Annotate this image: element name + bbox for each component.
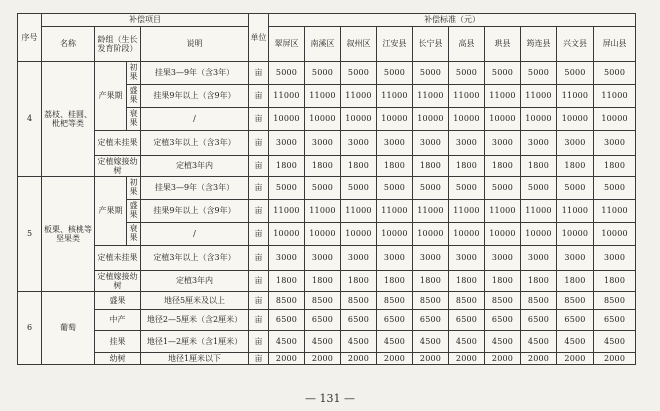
value-cell: 2000 <box>594 353 636 365</box>
value-cell: 10000 <box>521 223 557 246</box>
header-project-group: 补偿项目 <box>42 14 249 27</box>
value-cell: 1800 <box>413 271 449 292</box>
value-cell: 10000 <box>377 108 413 131</box>
value-cell: 3000 <box>449 131 485 156</box>
value-cell: 11000 <box>557 85 594 108</box>
value-cell: 11000 <box>305 85 341 108</box>
value-cell: 4500 <box>557 331 594 353</box>
table-row <box>18 292 636 310</box>
header-standard-group: 补偿标准（元） <box>269 14 636 27</box>
stage-label: 产果期 <box>95 62 127 131</box>
unit-cell: 亩 <box>249 353 269 365</box>
unit-cell: 亩 <box>249 177 269 200</box>
value-cell: 10000 <box>305 223 341 246</box>
substage-cell <box>127 85 141 108</box>
header-region: 珙县 <box>485 27 521 62</box>
header-region: 长宁县 <box>413 27 449 62</box>
header-region: 兴文县 <box>557 27 594 62</box>
value-cell: 3000 <box>413 131 449 156</box>
age-cell: 盛果 <box>95 292 141 310</box>
value-cell: 5000 <box>557 177 594 200</box>
header-name: 名称 <box>42 27 95 62</box>
desc-cell: 地径1厘米以下 <box>141 353 249 365</box>
value-cell: 1800 <box>377 156 413 177</box>
value-cell: 6500 <box>449 310 485 331</box>
substage-label: 衰果 <box>129 224 138 242</box>
value-cell: 5000 <box>269 177 305 200</box>
value-cell: 1800 <box>557 156 594 177</box>
value-cell: 5000 <box>305 62 341 85</box>
value-cell: 2000 <box>341 353 377 365</box>
table-row <box>18 331 636 353</box>
value-cell: 3000 <box>485 246 521 271</box>
value-cell: 10000 <box>449 108 485 131</box>
value-cell: 5000 <box>449 62 485 85</box>
value-cell: 4500 <box>521 331 557 353</box>
value-cell: 1800 <box>449 156 485 177</box>
desc-cell: 地径5厘米及以上 <box>141 292 249 310</box>
unit-cell: 亩 <box>249 271 269 292</box>
group-seq: 4 <box>18 62 42 177</box>
value-cell: 3000 <box>341 246 377 271</box>
value-cell: 1800 <box>521 156 557 177</box>
value-cell: 4500 <box>377 331 413 353</box>
value-cell: 5000 <box>413 62 449 85</box>
unit-cell: 亩 <box>249 131 269 156</box>
value-cell: 11000 <box>485 200 521 223</box>
header-region: 筠连县 <box>521 27 557 62</box>
value-cell: 11000 <box>594 200 636 223</box>
value-cell: 10000 <box>449 223 485 246</box>
value-cell: 10000 <box>413 108 449 131</box>
value-cell: 8500 <box>269 292 305 310</box>
value-cell: 8500 <box>341 292 377 310</box>
header-row-1 <box>18 14 636 27</box>
value-cell: 10000 <box>521 108 557 131</box>
value-cell: 1800 <box>341 271 377 292</box>
value-cell: 6500 <box>269 310 305 331</box>
value-cell: 2000 <box>413 353 449 365</box>
group-name: 荔枝、桂圆、枇杷等类 <box>42 62 95 177</box>
value-cell: 11000 <box>521 200 557 223</box>
value-cell: 8500 <box>557 292 594 310</box>
value-cell: 10000 <box>594 223 636 246</box>
value-cell: 6500 <box>521 310 557 331</box>
value-cell: 11000 <box>305 200 341 223</box>
value-cell: 5000 <box>341 177 377 200</box>
age-cell: 挂果 <box>95 331 141 353</box>
header-region: 南溪区 <box>305 27 341 62</box>
value-cell: 5000 <box>341 62 377 85</box>
value-cell: 11000 <box>594 85 636 108</box>
value-cell: 4500 <box>341 331 377 353</box>
value-cell: 8500 <box>305 292 341 310</box>
value-cell: 3000 <box>521 131 557 156</box>
desc-cell: 挂果3—9年（含3年） <box>141 177 249 200</box>
value-cell: 3000 <box>521 246 557 271</box>
value-cell: 10000 <box>413 223 449 246</box>
value-cell: 11000 <box>485 85 521 108</box>
value-cell: 2000 <box>269 353 305 365</box>
value-cell: 10000 <box>557 108 594 131</box>
substage-label: 初果 <box>129 63 138 81</box>
value-cell: 8500 <box>449 292 485 310</box>
value-cell: 5000 <box>521 177 557 200</box>
substage-label: 衰果 <box>129 109 138 127</box>
page-number: — 131 — <box>305 392 355 405</box>
value-cell: 5000 <box>377 62 413 85</box>
value-cell: 8500 <box>594 292 636 310</box>
group-seq: 6 <box>18 292 42 365</box>
value-cell: 5000 <box>557 62 594 85</box>
group-seq: 5 <box>18 177 42 292</box>
age-cell: 定植嫁接幼树 <box>95 156 141 177</box>
age-cell: 定植未挂果 <box>95 131 141 156</box>
unit-cell: 亩 <box>249 156 269 177</box>
unit-cell: 亩 <box>249 108 269 131</box>
value-cell: 4500 <box>413 331 449 353</box>
substage-cell <box>127 177 141 200</box>
stage-label: 产果期 <box>95 177 127 246</box>
value-cell: 10000 <box>485 108 521 131</box>
value-cell: 8500 <box>413 292 449 310</box>
value-cell: 8500 <box>521 292 557 310</box>
value-cell: 5000 <box>305 177 341 200</box>
header-age: 龄组（生长发育阶段） <box>95 27 141 62</box>
value-cell: 2000 <box>377 353 413 365</box>
value-cell: 11000 <box>521 85 557 108</box>
value-cell: 1800 <box>413 156 449 177</box>
value-cell: 6500 <box>413 310 449 331</box>
unit-cell: 亩 <box>249 310 269 331</box>
value-cell: 5000 <box>594 62 636 85</box>
value-cell: 1800 <box>377 271 413 292</box>
desc-cell: / <box>141 108 249 131</box>
value-cell: 3000 <box>449 246 485 271</box>
value-cell: 2000 <box>521 353 557 365</box>
value-cell: 5000 <box>594 177 636 200</box>
value-cell: 6500 <box>485 310 521 331</box>
unit-cell: 亩 <box>249 246 269 271</box>
value-cell: 11000 <box>449 200 485 223</box>
table-row <box>18 131 636 156</box>
group-name: 板栗、核桃等坚果类 <box>42 177 95 292</box>
value-cell: 1800 <box>449 271 485 292</box>
value-cell: 10000 <box>485 223 521 246</box>
compensation-table <box>17 13 636 365</box>
value-cell: 1800 <box>485 271 521 292</box>
table-row <box>18 353 636 365</box>
value-cell: 1800 <box>594 156 636 177</box>
unit-cell: 亩 <box>249 292 269 310</box>
value-cell: 1800 <box>341 156 377 177</box>
value-cell: 1800 <box>485 156 521 177</box>
substage-label: 盛果 <box>129 86 138 104</box>
group-name: 葡萄 <box>42 292 95 365</box>
table-row <box>18 271 636 292</box>
unit-cell: 亩 <box>249 331 269 353</box>
value-cell: 3000 <box>557 131 594 156</box>
header-unit: 单位 <box>249 14 269 62</box>
age-cell: 幼树 <box>95 353 141 365</box>
value-cell: 10000 <box>269 108 305 131</box>
value-cell: 4500 <box>594 331 636 353</box>
value-cell: 3000 <box>269 246 305 271</box>
value-cell: 3000 <box>377 246 413 271</box>
value-cell: 8500 <box>377 292 413 310</box>
value-cell: 3000 <box>413 246 449 271</box>
value-cell: 5000 <box>485 177 521 200</box>
value-cell: 3000 <box>594 131 636 156</box>
compensation-table-container <box>17 13 635 365</box>
value-cell: 2000 <box>449 353 485 365</box>
unit-cell: 亩 <box>249 85 269 108</box>
value-cell: 3000 <box>557 246 594 271</box>
header-region: 江安县 <box>377 27 413 62</box>
desc-cell: / <box>141 223 249 246</box>
value-cell: 3000 <box>485 131 521 156</box>
substage-cell <box>127 108 141 131</box>
value-cell: 10000 <box>377 223 413 246</box>
value-cell: 6500 <box>341 310 377 331</box>
header-region: 屏山县 <box>594 27 636 62</box>
value-cell: 11000 <box>341 85 377 108</box>
desc-cell: 挂果3—9年（含3年） <box>141 62 249 85</box>
table-row <box>18 177 636 200</box>
desc-cell: 定植3年内 <box>141 271 249 292</box>
unit-cell: 亩 <box>249 223 269 246</box>
value-cell: 8500 <box>485 292 521 310</box>
value-cell: 4500 <box>485 331 521 353</box>
age-cell: 中产 <box>95 310 141 331</box>
value-cell: 2000 <box>485 353 521 365</box>
header-seq: 序号 <box>18 14 42 62</box>
value-cell: 11000 <box>341 200 377 223</box>
age-cell: 定植未挂果 <box>95 246 141 271</box>
desc-cell: 挂果9年以上（含9年） <box>141 85 249 108</box>
value-cell: 1800 <box>594 271 636 292</box>
desc-cell: 挂果9年以上（含9年） <box>141 200 249 223</box>
value-cell: 5000 <box>377 177 413 200</box>
value-cell: 5000 <box>449 177 485 200</box>
value-cell: 11000 <box>269 200 305 223</box>
value-cell: 3000 <box>305 131 341 156</box>
value-cell: 3000 <box>269 131 305 156</box>
value-cell: 2000 <box>557 353 594 365</box>
value-cell: 10000 <box>594 108 636 131</box>
value-cell: 1800 <box>269 156 305 177</box>
value-cell: 10000 <box>305 108 341 131</box>
substage-label: 盛果 <box>129 201 138 219</box>
value-cell: 11000 <box>377 85 413 108</box>
value-cell: 1800 <box>521 271 557 292</box>
header-row-2 <box>18 27 636 62</box>
table-row <box>18 246 636 271</box>
unit-cell: 亩 <box>249 200 269 223</box>
value-cell: 3000 <box>341 131 377 156</box>
value-cell: 6500 <box>377 310 413 331</box>
value-cell: 6500 <box>594 310 636 331</box>
value-cell: 3000 <box>377 131 413 156</box>
value-cell: 4500 <box>305 331 341 353</box>
header-region: 翠屏区 <box>269 27 305 62</box>
table-row <box>18 156 636 177</box>
value-cell: 4500 <box>269 331 305 353</box>
value-cell: 3000 <box>305 246 341 271</box>
desc-cell: 定植3年以上（含3年） <box>141 131 249 156</box>
desc-cell: 地径2—5厘米（含2厘米） <box>141 310 249 331</box>
header-desc: 说明 <box>141 27 249 62</box>
value-cell: 11000 <box>557 200 594 223</box>
value-cell: 5000 <box>269 62 305 85</box>
value-cell: 10000 <box>557 223 594 246</box>
value-cell: 5000 <box>413 177 449 200</box>
value-cell: 1800 <box>305 156 341 177</box>
value-cell: 10000 <box>341 223 377 246</box>
desc-cell: 定植3年内 <box>141 156 249 177</box>
value-cell: 11000 <box>413 85 449 108</box>
value-cell: 1800 <box>269 271 305 292</box>
value-cell: 1800 <box>305 271 341 292</box>
desc-cell: 地径1—2厘米（含1厘米） <box>141 331 249 353</box>
substage-cell <box>127 200 141 223</box>
value-cell: 6500 <box>557 310 594 331</box>
header-region: 叙州区 <box>341 27 377 62</box>
header-region: 高县 <box>449 27 485 62</box>
value-cell: 11000 <box>413 200 449 223</box>
value-cell: 11000 <box>449 85 485 108</box>
table-row <box>18 62 636 85</box>
value-cell: 1800 <box>557 271 594 292</box>
value-cell: 5000 <box>485 62 521 85</box>
value-cell: 2000 <box>305 353 341 365</box>
desc-cell: 定植3年以上（含3年） <box>141 246 249 271</box>
unit-cell: 亩 <box>249 62 269 85</box>
value-cell: 5000 <box>521 62 557 85</box>
value-cell: 10000 <box>341 108 377 131</box>
value-cell: 3000 <box>594 246 636 271</box>
value-cell: 11000 <box>377 200 413 223</box>
value-cell: 11000 <box>269 85 305 108</box>
table-row <box>18 310 636 331</box>
age-cell: 定植嫁接幼树 <box>95 271 141 292</box>
value-cell: 4500 <box>449 331 485 353</box>
value-cell: 6500 <box>305 310 341 331</box>
substage-cell <box>127 62 141 85</box>
substage-label: 初果 <box>129 178 138 196</box>
substage-cell <box>127 223 141 246</box>
value-cell: 10000 <box>269 223 305 246</box>
